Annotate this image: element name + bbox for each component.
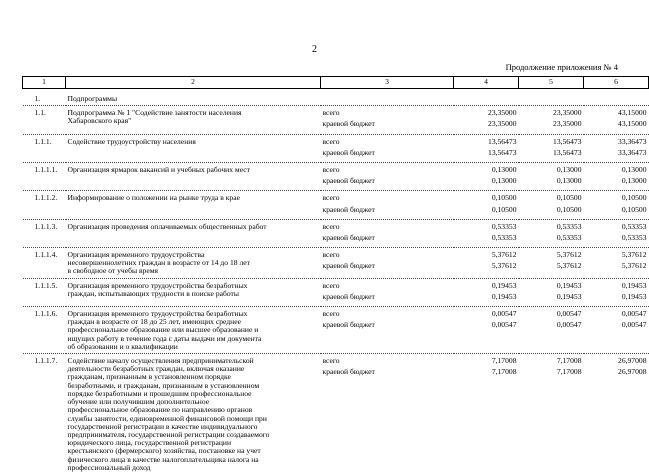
row-name: Содействие началу осуществления предпринимательской деятельности безработных граждан, включая оказание гражданам, признанным в установленном порядке безработными, и гражданам, признанным в установленном порядке безработными и прошедшим профессиональное обучение или получившим дополнительное профессиональное образование по направлению органов службы занятости, единовременной финансовой помощи при государственной регистрации в качестве индивидуального предпринимателя, государственной регистрации создаваемого юридического лица, государственной регистрации крестьянского (фермерского) хозяйства, постановке на учет физического лица в качестве налогоплательщика налога на профессиональный доход — [67, 356, 270, 472]
value-col-4-line: 23,35000 — [488, 108, 517, 118]
funding-source-line: краевой бюджет — [322, 147, 375, 157]
table-body — [23, 89, 649, 474]
value-col-5-line: 0,00547 — [556, 320, 582, 330]
value-col-5 — [519, 278, 584, 306]
value-col-6-line: 33,36473 — [618, 136, 647, 146]
value-col-4 — [454, 162, 519, 190]
value-col-4 — [454, 307, 519, 354]
funding-source — [321, 106, 454, 134]
value-col-5-line: 5,37612 — [556, 250, 582, 260]
value-col-5-line: 7,17008 — [556, 367, 582, 377]
value-col-6 — [584, 278, 649, 306]
row-name: Информирование о положении на рынке труда в крае — [66, 191, 321, 219]
value-col-5-line: 0,00547 — [556, 309, 582, 319]
value-col-6-line: 0,00547 — [621, 309, 647, 319]
value-col-4-line: 5,37612 — [491, 250, 517, 260]
value-col-5 — [519, 354, 584, 474]
column-header-2: 2 — [66, 77, 321, 89]
row-name: Подпрограммы — [66, 89, 321, 106]
value-col-6 — [584, 106, 649, 134]
value-col-5-line: 13,56473 — [553, 136, 582, 146]
value-col-5 — [519, 106, 584, 134]
value-col-6-line: 0,10500 — [621, 204, 647, 214]
page-number: 2 — [312, 44, 317, 55]
value-col-5-line: 5,37612 — [556, 261, 582, 271]
value-col-5-line: 0,19453 — [556, 280, 582, 290]
funding-source-line: краевой бюджет — [322, 119, 375, 129]
table-row — [23, 191, 649, 219]
value-col-4 — [454, 248, 519, 279]
value-col-5-line: 0,13000 — [556, 176, 582, 186]
value-col-6 — [584, 191, 649, 219]
value-col-6 — [584, 219, 649, 247]
value-col-4 — [454, 89, 519, 106]
funding-source — [321, 134, 454, 162]
row-number: 1.1.1.5. — [23, 278, 66, 306]
row-name: Подпрограмма № 1 "Содействие занятости населения Хабаровского края" — [66, 106, 321, 134]
value-col-6-line: 26,97008 — [618, 356, 647, 366]
value-col-4-line: 0,53353 — [491, 232, 517, 242]
value-col-6 — [584, 307, 649, 354]
column-header-row — [23, 77, 649, 89]
value-col-4-line: 0,13000 — [491, 164, 517, 174]
row-number: 1.1.1.7. — [34, 356, 58, 366]
value-col-5-line: 0,53353 — [556, 221, 582, 231]
funding-source-line: краевой бюджет — [322, 367, 375, 377]
value-col-6-line: 43,15000 — [618, 108, 647, 118]
table-row — [23, 278, 649, 306]
row-number: 1.1.1.2. — [23, 191, 66, 219]
value-col-6-line: 0,53353 — [621, 221, 647, 231]
value-col-5-line: 7,17008 — [556, 356, 582, 366]
value-col-6 — [584, 354, 649, 474]
funding-source — [321, 191, 454, 219]
value-col-5 — [519, 307, 584, 354]
value-col-5-line: 23,35000 — [553, 108, 582, 118]
value-col-6-line: 33,36473 — [618, 147, 647, 157]
row-name: Организация ярмарок вакансий и учебных рабочих мест — [66, 162, 321, 190]
value-col-4 — [454, 106, 519, 134]
table-row — [23, 162, 649, 190]
funding-source — [321, 278, 454, 306]
column-header-5: 5 — [519, 77, 584, 89]
row-number: 1.1. — [23, 106, 66, 134]
funding-source — [321, 219, 454, 247]
table-row — [23, 89, 649, 106]
value-col-4-line: 5,37612 — [491, 261, 517, 271]
value-col-6-line: 0,13000 — [621, 164, 647, 174]
value-col-4-line: 0,19453 — [491, 280, 517, 290]
funding-source-line: краевой бюджет — [322, 204, 375, 214]
value-col-5-line: 13,56473 — [553, 147, 582, 157]
value-col-4-line: 0,19453 — [491, 291, 517, 301]
column-header-4: 4 — [454, 77, 519, 89]
funding-source — [321, 162, 454, 190]
value-col-5 — [519, 89, 584, 106]
funding-source-line: всего — [322, 221, 340, 231]
column-header-1: 1 — [23, 77, 66, 89]
row-number: 1.1.1.4. — [23, 248, 66, 279]
value-col-6-line: 0,19453 — [621, 291, 647, 301]
row-name: Организация временного трудоустройства безработных граждан в возрасте от 18 до 25 лет, имеющих среднее профессиональное образование или высшее образование и ищущих работу в течение года с даты выдачи им документа об образовании и о квалификации — [66, 307, 321, 354]
row-name: Организация временного трудоустройства безработных граждан, испытывающих трудности в поиске работы — [66, 278, 321, 306]
funding-source-line: краевой бюджет — [322, 176, 375, 186]
value-col-4-line: 23,35000 — [488, 119, 517, 129]
value-col-4-line: 0,53353 — [491, 221, 517, 231]
value-col-5-line: 23,35000 — [553, 119, 582, 129]
value-col-4-line: 7,17008 — [491, 356, 517, 366]
value-col-6 — [584, 162, 649, 190]
value-col-4-line: 7,17008 — [491, 367, 517, 377]
value-col-6-line: 0,19453 — [621, 280, 647, 290]
table-row — [23, 106, 649, 134]
funding-source — [321, 354, 454, 474]
row-number: 1.1.1.3. — [23, 219, 66, 247]
funding-source — [321, 248, 454, 279]
value-col-5 — [519, 134, 584, 162]
row-number: 1.1.1.6. — [23, 307, 66, 354]
funding-source-line: краевой бюджет — [322, 232, 375, 242]
row-number: 1.1.1. — [23, 134, 66, 162]
table-row — [23, 307, 649, 354]
value-col-6-line: 0,53353 — [621, 232, 647, 242]
value-col-4-line: 0,13000 — [491, 176, 517, 186]
funding-source-line: всего — [322, 250, 340, 260]
value-col-6 — [584, 248, 649, 279]
column-header-3: 3 — [321, 77, 454, 89]
row-number: 1. — [23, 89, 66, 106]
value-col-4 — [454, 278, 519, 306]
value-col-5-line: 0,19453 — [556, 291, 582, 301]
value-col-4 — [454, 134, 519, 162]
funding-source-line: краевой бюджет — [322, 320, 375, 330]
value-col-6 — [584, 89, 649, 106]
funding-source-line: всего — [322, 136, 340, 146]
value-col-6-line: 0,13000 — [621, 176, 647, 186]
value-col-5 — [519, 248, 584, 279]
table-row — [23, 354, 649, 474]
value-col-4-line: 0,00547 — [491, 309, 517, 319]
value-col-6-line: 0,00547 — [621, 320, 647, 330]
value-col-4 — [454, 191, 519, 219]
column-header-6: 6 — [584, 77, 649, 89]
value-col-4-line: 13,56473 — [488, 136, 517, 146]
value-col-5-line: 0,53353 — [556, 232, 582, 242]
table-row — [23, 219, 649, 247]
funding-source-line: всего — [322, 108, 340, 118]
table-row — [23, 248, 649, 279]
funding-source — [321, 89, 454, 106]
value-col-4-line: 0,10500 — [491, 204, 517, 214]
value-col-6-line: 5,37612 — [621, 250, 647, 260]
value-col-5-line: 0,13000 — [556, 164, 582, 174]
funding-source-line: краевой бюджет — [322, 261, 375, 271]
row-name: Организация проведения оплачиваемых общественных работ — [66, 219, 321, 247]
value-col-5-line: 0,10500 — [556, 193, 582, 203]
value-col-5-line: 0,10500 — [556, 204, 582, 214]
table-row — [23, 134, 649, 162]
funding-source-line: всего — [322, 193, 340, 203]
budget-table — [22, 76, 649, 474]
row-name: Организация временного трудоустройства несовершеннолетних граждан в возрасте от 14 до 18 лет в свободное от учебы время — [66, 248, 321, 279]
row-number: 1.1.1.1. — [23, 162, 66, 190]
value-col-5 — [519, 191, 584, 219]
funding-source-line: всего — [322, 309, 340, 319]
value-col-4 — [454, 354, 519, 474]
value-col-6-line: 0,10500 — [621, 193, 647, 203]
funding-source-line: всего — [322, 356, 340, 366]
funding-source-line: всего — [322, 164, 340, 174]
value-col-4-line: 13,56473 — [488, 147, 517, 157]
value-col-4-line: 0,00547 — [491, 320, 517, 330]
row-name: Содействие трудоустройству населения — [66, 134, 321, 162]
value-col-6-line: 26,97008 — [618, 367, 647, 377]
funding-source — [321, 307, 454, 354]
funding-source-line: всего — [322, 280, 340, 290]
continuation-label: Продолжение приложения № 4 — [505, 62, 618, 72]
value-col-6-line: 5,37612 — [621, 261, 647, 271]
funding-source-line: краевой бюджет — [322, 291, 375, 301]
value-col-5 — [519, 162, 584, 190]
value-col-6 — [584, 134, 649, 162]
value-col-5 — [519, 219, 584, 247]
value-col-6-line: 43,15000 — [618, 119, 647, 129]
value-col-4-line: 0,10500 — [491, 193, 517, 203]
value-col-4 — [454, 219, 519, 247]
